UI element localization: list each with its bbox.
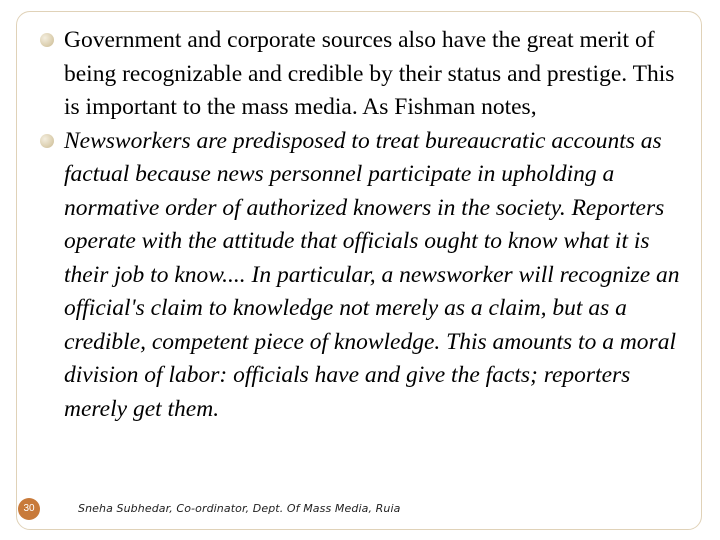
slide-content	[36, 24, 686, 426]
bullet-dot-icon	[40, 134, 54, 148]
bullet-text-2: Newsworkers are predisposed to treat bureaucratic accounts as factual because news personnel participate in upholding a normative order of authorized knowers in the society. Reporters operate with the attitude that officials ought to know what it is their job to know.... In particular, a newsworker will recognize an official's claim to knowledge not merely as a claim, but as a credible, competent piece of knowledge. This amounts to a moral division of labor: officials have and give the facts; reporters merely get them.	[64, 127, 680, 422]
bullet-item-1	[36, 24, 686, 125]
bullet-text-1: Government and corporate sources also have the great merit of being recognizable and credible by their status and prestige. This is important to the mass media. As Fishman notes,	[64, 27, 675, 120]
slide-number-badge: 30	[18, 498, 40, 520]
slide-footer: Sneha Subhedar, Co-ordinator, Dept. Of Mass Media, Ruia	[78, 502, 401, 515]
bullet-item-2-quote	[36, 125, 686, 427]
bullet-dot-icon	[40, 33, 54, 47]
